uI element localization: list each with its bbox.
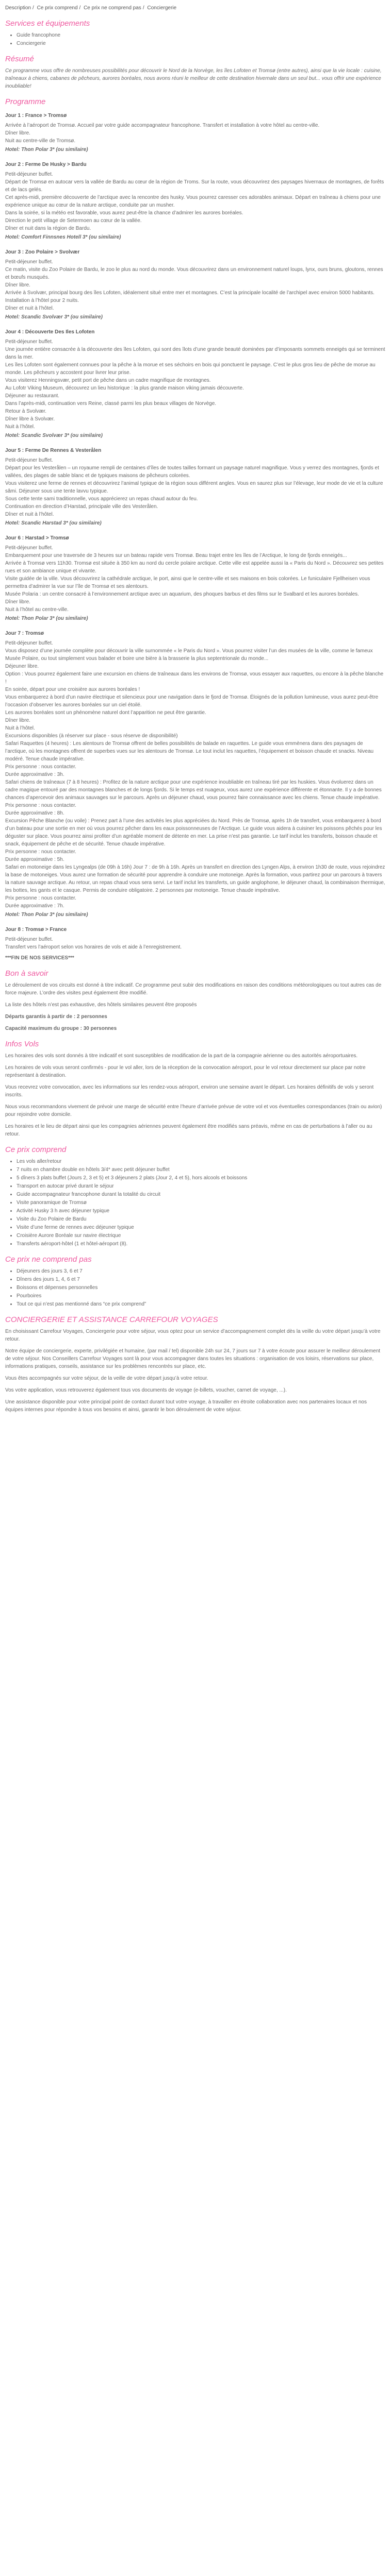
day-hotel: Hotel: Thon Polar 3* (ou similaire) bbox=[5, 616, 88, 621]
day-text: Nuit à l’hôtel. bbox=[5, 725, 35, 731]
list-item: • Pourboires bbox=[17, 1292, 386, 1300]
list-item: • Dîners des jours 1, 4, 6 et 7 bbox=[17, 1276, 386, 1283]
day-text: Dîner libre. bbox=[5, 130, 30, 136]
day-block bbox=[5, 447, 386, 527]
day-block bbox=[5, 112, 386, 154]
day-text: Prix personne : nous contacter. bbox=[5, 895, 76, 901]
day-text: Safari Raquettes (4 heures) : Les alentours de Tromsø offrent de belles possibilités de balade en raquettes. Le guide vous emmènera dans des paysages de l’arctique, où les montagnes offrent de superbes vues sur les alentours de Tromsø. Le tout inclut les raquettes, l’équipement et boisson chaude et snacks. Niveau modéré. Tenue chaude impérative. bbox=[5, 741, 374, 762]
day-title: Jour 3 : Zoo Polaire > Svolvær bbox=[5, 249, 80, 255]
includes-title: Ce prix comprend bbox=[5, 1145, 67, 1154]
day-title: Jour 8 : Tromsø > France bbox=[5, 927, 67, 933]
day-text: Musée Polaria : un centre consacré à l’environnement arctique avec un aquarium, des phoques barbus et des films sur le Svalbard et les aurores boréales. bbox=[5, 591, 359, 597]
day-text: Prix personne : nous contacter. bbox=[5, 764, 76, 770]
day-text: Dîner libre. bbox=[5, 282, 30, 288]
day-text: Option : Vous pourrez également faire une excursion en chiens de traîneaux dans les environs de Tromsø, vous essayer aux raquettes, ou encore à la pêche blanche ! bbox=[5, 671, 384, 685]
concierge-text: Vous êtes accompagnés sur votre séjour, de la veille de votre départ jusqu’à votre retour. bbox=[5, 1376, 208, 1381]
day-text: Déjeuner au restaurant. bbox=[5, 393, 60, 399]
list-item: • Guide francophone bbox=[17, 31, 386, 39]
day-text: Arrivée à Tromsø vers 11h30. Tromsø est située à 350 km au nord du cercle polaire arctique. Cette ville est appelée aussi la « Paris du Nord ». Découvrez ses petites rues et son ambiance unique et vivante. bbox=[5, 561, 384, 574]
day-text: Ce matin, visite du Zoo Polaire de Bardu, le zoo le plus au nord du monde. Vous découvrirez dans un environnement naturel loups, lynx, ours bruns, gloutons, rennes et bœufs musqués. bbox=[5, 267, 383, 280]
day-hotel: Hotel: Scandic Svolvær 3* (ou similaire) bbox=[5, 433, 103, 438]
list-item: • Les vols aller/retour bbox=[17, 1158, 386, 1165]
day-text: Safari en motoneige dans les Lyngealps (de 09h à 16h) Jour 7 : de 9h à 16h. Après un transfert en direction des Lyngen Alps, à environ 1h30 de route, vous rejoindrez la base de motoneiges. Vous aurez une formation de sécurité pour apprendre à conduire une motoneige. Après la formation, vous partirez pour un parcours à travers la nature sauvage arctique. Au retour, un repas chaud vous sera servi. Le tarif inclut les transferts, un guide anglophone, le déjeuner chaud, la combinaison thermique, les bottes, les gants et le casque. Permis de conduire obligatoire. 2 personnes par motoneige. Tenue chaude impérative. bbox=[5, 865, 385, 893]
day-block bbox=[5, 630, 386, 919]
day-text: Embarquement pour une traversée de 3 heures sur un bateau rapide vers Tromsø. Beau trajet entre les îles de l’Arctique, le long de fjords enneigés... bbox=[5, 553, 347, 558]
day-hotel: Hotel: Comfort Finnsnes Hotell 3* (ou similaire) bbox=[5, 234, 121, 240]
includes-list bbox=[5, 1158, 386, 1248]
list-item: • Croisière Aurore Boréale sur navire électrique bbox=[17, 1232, 386, 1240]
breadcrumb: Description / Ce prix comprend / Ce prix ne comprend pas / Conciergerie bbox=[5, 5, 177, 11]
day-title: Jour 2 : Ferme De Husky > Bardu bbox=[5, 162, 87, 167]
day-text: Direction le petit village de Setermoen au cœur de la vallée. bbox=[5, 218, 142, 224]
list-item: • Visite panoramique de Tromsø bbox=[17, 1199, 386, 1207]
list-item: • Activité Husky 3 h avec déjeuner typique bbox=[17, 1207, 386, 1215]
day-text: Visite guidée de la ville. Vous découvrirez la cathédrale arctique, le port, ainsi que le centre-ville et ses maisons en bois colorées. Le funiculaire Fjellheisen vous permettra d’admirer la vue sur l’île de Tromsø et ses alentours. bbox=[5, 576, 370, 589]
day-text: Départ de Tromsø en autocar vers la vallée de Bardu au cœur de la région de Troms. Sur la route, vous découvrirez des paysages hivernaux de montagnes, de forêts et de lacs gelés. bbox=[5, 179, 384, 193]
list-item: • Déjeuners des jours 3, 6 et 7 bbox=[17, 1267, 386, 1275]
day-text: Vous embarquerez à bord d’un navire électrique et silencieux pour une navigation dans le fjord de Tromsø. Éloignés de la pollution lumineuse, vous aurez peut-être l’occasion d’observer les aurores boréales sur un ciel étoilé. bbox=[5, 694, 379, 708]
day-text: Petit-déjeuner buffet. bbox=[5, 640, 53, 646]
day-text: Dîner et nuit à l’hôtel. bbox=[5, 306, 54, 311]
day-title: Jour 6 : Harstad > Tromsø bbox=[5, 535, 69, 541]
day-title: Jour 1 : France > Tromsø bbox=[5, 113, 67, 118]
good-to-know-title: Bon à savoir bbox=[5, 969, 48, 978]
concierge-title: CONCIERGERIE ET ASSISTANCE CARREFOUR VOYAGES bbox=[5, 1315, 218, 1324]
day-text: Les îles Lofoten sont également connues pour la pêche à la morue et ses séchoirs en bois qui ponctuent le paysage. C’est le plus gros lieu de pêche de morue au monde. Les pêcheurs y accostent pour livrer leur prise. bbox=[5, 362, 376, 376]
excludes-list bbox=[5, 1267, 386, 1308]
services-title: Services et équipements bbox=[5, 19, 90, 28]
day-text: Durée approximative : 7h. bbox=[5, 903, 64, 909]
day-text: Cet après-midi, première découverte de l’arctique avec la rencontre des husky. Vous pourrez caresser ces adorables animaux. Départ en traîneau à chiens pour une expérience unique au cœur de la nature arctique, conduite par un musher. bbox=[5, 195, 381, 208]
concierge-text: En choisissant Carrefour Voyages, Conciergerie pour votre séjour, vous optez pour un service d’accompagnement complet dès la veille du votre départ jusqu’à votre retour. bbox=[5, 1329, 381, 1342]
list-item: • Tout ce qui n’est pas mentionné dans “ce prix comprend” bbox=[17, 1300, 386, 1308]
day-text: Petit-déjeuner buffet. bbox=[5, 172, 53, 177]
day-text: Durée approximative : 5h. bbox=[5, 857, 64, 862]
day-text: Excursions disponibles (à réserver sur place - sous réserve de disponibilité) bbox=[5, 733, 178, 739]
day-text: Dîner et nuit dans la région de Bardu. bbox=[5, 226, 91, 231]
day-text: Continuation en direction d’Harstad, principale ville des Vesterålen. bbox=[5, 504, 158, 510]
list-item: • Visite du Zoo Polaire de Bardu bbox=[17, 1215, 386, 1223]
day-hotel: Hotel: Scandic Harstad 3* (ou similaire) bbox=[5, 520, 102, 526]
day-text: Petit-déjeuner buffet. bbox=[5, 259, 53, 265]
day-title: Jour 5 : Ferme De Rennes & Vesterålen bbox=[5, 448, 102, 453]
concierge-text: Notre équipe de conciergerie, experte, privilégiée et humaine, (par mail / tel) disponible 24h sur 24, 7 jours sur 7 à votre écoute pour assurer le meilleur déroulement de votre séjour. Nos Conseillers Carrefour Voyages sont là pour vous accompagner dans toutes les situations : organisation de vos loisirs, réservations sur place, informations pratiques, conseils, assistance sur les problèmes rencontrés sur place, etc. bbox=[5, 1348, 381, 1369]
list-item: • Guide accompagnateur francophone durant la totalité du circuit bbox=[17, 1191, 386, 1198]
summary-text: Ce programme vous offre de nombreuses possibilités pour découvrir le Nord de la Norvège, les îles Lofoten et Tromsø (entre autres), ainsi que la vie locale : cuisine, traîneaux à chiens, cabanes de pêcheurs, aurores boréales, nous avons réuni le meilleur de cette destination hivernale dans un seul but... vous offrir une expérience inoubliable! bbox=[5, 68, 382, 89]
day-hotel: Hotel: Thon Polar 3* (ou similaire) bbox=[5, 147, 88, 152]
day-text: Petit-déjeuner buffet. bbox=[5, 937, 53, 942]
excludes-title: Ce prix ne comprend pas bbox=[5, 1255, 92, 1264]
day-hotel: Hotel: Scandic Svolvær 3* (ou similaire) bbox=[5, 314, 103, 320]
list-item: • Conciergerie bbox=[17, 40, 386, 47]
day-block bbox=[5, 926, 386, 951]
day-text: Au Lofotr Viking Museum, découvrez un lieu historique : la plus grande maison viking jamais découverte. bbox=[5, 385, 244, 391]
day-text: Transfert vers l’aéroport selon vos horaires de vols et aide à l’enregistrement. bbox=[5, 944, 182, 950]
day-text: Vous visiterez une ferme de rennes et découvrirez l’animal typique de la région sous différent angles. Vous en saurez plus sur l’élevage, leur mode de vie et la culture sâmi. Déjeuner sous une tente lavvu typique. bbox=[5, 481, 383, 494]
services-list bbox=[5, 31, 386, 47]
day-text: Petit-déjeuner buffet. bbox=[5, 457, 53, 463]
list-item: • Visite d’une ferme de rennes avec déjeuner typique bbox=[17, 1224, 386, 1231]
flight-info-title: Infos Vols bbox=[5, 1040, 39, 1048]
day-text: Les aurores boréales sont un phénomène naturel dont l’apparition ne peut être garantie. bbox=[5, 710, 206, 716]
flight-info-text: Les horaires de vols vous seront confirmés - pour le vol aller, lors de la réception de la convocation aéroport, pour le vol retour directement sur place par notre représentant à destination. bbox=[5, 1065, 366, 1078]
day-text: Prix personne : nous contacter. bbox=[5, 803, 76, 808]
day-text: Retour à Svolvær. bbox=[5, 409, 47, 414]
day-text: Durée approximative : 3h. bbox=[5, 772, 64, 777]
day-title: Jour 4 : Découverte Des Iles Lofoten bbox=[5, 329, 95, 335]
day-text: Installation à l’hôtel pour 2 nuits. bbox=[5, 298, 79, 303]
program-title: Programme bbox=[5, 97, 46, 106]
day-text: Vous disposez d’une journée complète pour découvrir la ville surnommée « le Paris du Nord ». Vous pourrez visiter l’un des musées de la ville, comme le fameux Musée Polaire, ou tout simplement vous balader et boire une bière à la brasserie la plus septentrionale du monde... bbox=[5, 648, 373, 662]
day-text: Arrivée à Svolvær, principal bourg des îles Lofoten, idéalement situé entre mer et montagnes. C’est la principale localité de l’archipel avec environ 5000 habitants. bbox=[5, 290, 374, 296]
concierge-text: Vos votre application, vous retrouverez également tous vos documents de voyage (e-billets, voucher, carnet de voyage, ...). bbox=[5, 1387, 287, 1393]
program-end: ***FIN DE NOS SERVICES*** bbox=[5, 955, 74, 961]
list-item: • Transferts aéroport-hôtel (1 et hôtel-aéroport (8). bbox=[17, 1240, 386, 1248]
day-text: Sous cette tente sami traditionnelle, vous apprécierez un repas chaud autour du feu. bbox=[5, 496, 198, 502]
day-text: Une journée entière consacrée à la découverte des îles Lofoten, qui sont des îlots d’une grande beauté dominées par d’imposants sommets enneigés qui se terminent dans la mer. bbox=[5, 347, 385, 360]
day-text: Nuit au centre-ville de Tromsø. bbox=[5, 138, 76, 144]
day-block bbox=[5, 161, 386, 241]
departures-text: Départs garantis à partir de : 2 personnes bbox=[5, 1014, 107, 1020]
day-text: Départ pour les Vesterålen – un royaume rempli de centaines d’îles de toutes tailles formant un paysage naturel magnifique. Vous y verrez des montagnes, fjords et vallées, des plages de sable blanc et de typiques maisons de pêcheurs colorées. bbox=[5, 465, 379, 479]
good-to-know-text: La liste des hôtels n’est pas exhaustive, des hôtels similaires peuvent être proposés bbox=[5, 1002, 197, 1008]
day-text: En soirée, départ pour une croisière aux aurores boréales ! bbox=[5, 687, 140, 692]
day-block bbox=[5, 534, 386, 622]
day-block bbox=[5, 328, 386, 439]
day-text: Dans l’après-midi, continuation vers Reine, classé parmi les plus beaux villages de Norvège. bbox=[5, 401, 217, 406]
flight-info-text: Nous vous recommandons vivement de prévoir une marge de sécurité entre l’heure d’arrivée prévue de votre vol et vos éventuelles correspondances (train ou avion) pour rejoindre votre domicile. bbox=[5, 1104, 382, 1117]
day-text: Dîner libre. bbox=[5, 718, 30, 723]
day-text: Durée approximative : 8h. bbox=[5, 810, 64, 816]
day-text: Nuit à l’hôtel au centre-ville. bbox=[5, 607, 69, 613]
breadcrumb-description[interactable]: Description bbox=[5, 5, 31, 11]
day-text: Arrivée à l’aéroport de Tromsø. Accueil par votre guide accompagnateur francophone. Transfert et installation à votre hôtel au centre-ville. bbox=[5, 123, 320, 128]
day-text: Dans la soirée, si la météo est favorable, vous aurez peut-être la chance d’admirer les aurores boréales. bbox=[5, 210, 243, 216]
capacity-text: Capacité maximum du groupe : 30 personnes bbox=[5, 1026, 117, 1031]
day-text: Dîner libre à Svolvær. bbox=[5, 416, 55, 422]
concierge-text: Une assistance disponible pour votre principal point de contact durant tout votre voyage, à travailler en étroite collaboration avec nos partenaires locaux et nos équipes internes pour répondre à tous vos besoins et ainsi, garantir le bon déroulement de votre séjour. bbox=[5, 1399, 367, 1413]
day-text: Déjeuner libre. bbox=[5, 664, 39, 669]
flight-info-text: Vous recevrez votre convocation, avec les informations sur les rendez-vous aéroport, environ une semaine avant le départ. Les horaires définitifs de vols y seront inscrits. bbox=[5, 1084, 374, 1098]
day-text: Vous visiterez Henningsvær, petit port de pêche dans un cadre magnifique de montagnes. bbox=[5, 378, 211, 383]
breadcrumb-includes[interactable]: Ce prix comprend bbox=[37, 5, 78, 11]
list-item: • 7 nuits en chambre double en hôtels 3/4* avec petit déjeuner buffet bbox=[17, 1166, 386, 1174]
day-text: Petit-déjeuner buffet. bbox=[5, 545, 53, 551]
flight-info-text: Les horaires et le lieu de départ ainsi que les compagnies aériennes peuvent également être modifiés sans préavis, même en cas de perturbations à l’aller ou au retour. bbox=[5, 1124, 372, 1137]
flight-info-text: Les horaires des vols sont donnés à titre indicatif et sont susceptibles de modification de la part de la compagnie aérienne ou des autorités aéroportuaires. bbox=[5, 1053, 358, 1059]
day-text: Excursion Pêche Blanche (ou voile) : Prenez part à l’une des activités les plus appréciées du Nord. Près de Tromsø, après 1h de transfert, vous embarquerez à bord d’un bateau pour une sortie en mer où vous pourrez pêcher dans les eaux poissonneuses de l’Arctique. Le guide vous aidera à cuisiner les poissons pêchés pour les déguster sur place. Vous pourrez ainsi profiter d’un agréable moment de détente en mer. La prise n’est pas garantie. Le tarif inclut les transferts, boisson chaude et snack, équipement de pêche et de sécurité. Tenue chaude impérative. bbox=[5, 818, 382, 847]
day-text: Dîner libre. bbox=[5, 599, 30, 605]
list-item: • 5 dîners 3 plats buffet (Jours 2, 3 et 5) et 3 déjeuners 2 plats (Jour 2, 4 et 5), hors alcools et boissons bbox=[17, 1174, 386, 1182]
list-item: • Boissons et dépenses personnelles bbox=[17, 1284, 386, 1292]
good-to-know-text: Le déroulement de vos circuits est donné à titre indicatif. Ce programme peut subir des modifications en raison des conditions météorologiques ou tout autres cas de force majeure. L’ordre des visites peut également être modifié. bbox=[5, 982, 382, 996]
day-text: Dîner et nuit à l’hôtel. bbox=[5, 512, 54, 517]
breadcrumb-concierge[interactable]: Conciergerie bbox=[147, 5, 177, 11]
program-days bbox=[5, 112, 386, 951]
day-text: Prix personne : nous contacter. bbox=[5, 849, 76, 855]
day-title: Jour 7 : Tromsø bbox=[5, 631, 44, 636]
day-block bbox=[5, 248, 386, 321]
day-hotel: Hotel: Thon Polar 3* (ou similaire) bbox=[5, 912, 88, 918]
breadcrumb-excludes[interactable]: Ce prix ne comprend pas bbox=[84, 5, 141, 11]
day-text: Safari chiens de traîneaux (7 à 8 heures) : Profitez de la nature arctique pour une expérience inoubliable en traîneau tiré par les huskies. Vous évoluerez dans un cadre magique entouré par des montagnes blanches et de longs fjords. Si le temps est nuageux, vous aurez une expérience différente et étonnante. Il y a de bonnes chances d’apercevoir des animaux sauvages sur le parcours. Après un déjeuner chaud, vous pourrez faire connaissance avec les chiens. Tenue chaude impérative. bbox=[5, 779, 382, 801]
summary-title: Résumé bbox=[5, 55, 34, 63]
list-item: • Transport en autocar privé durant le séjour bbox=[17, 1182, 386, 1190]
day-text: Petit-déjeuner buffet. bbox=[5, 339, 53, 345]
day-text: Nuit à l’hôtel. bbox=[5, 424, 35, 430]
